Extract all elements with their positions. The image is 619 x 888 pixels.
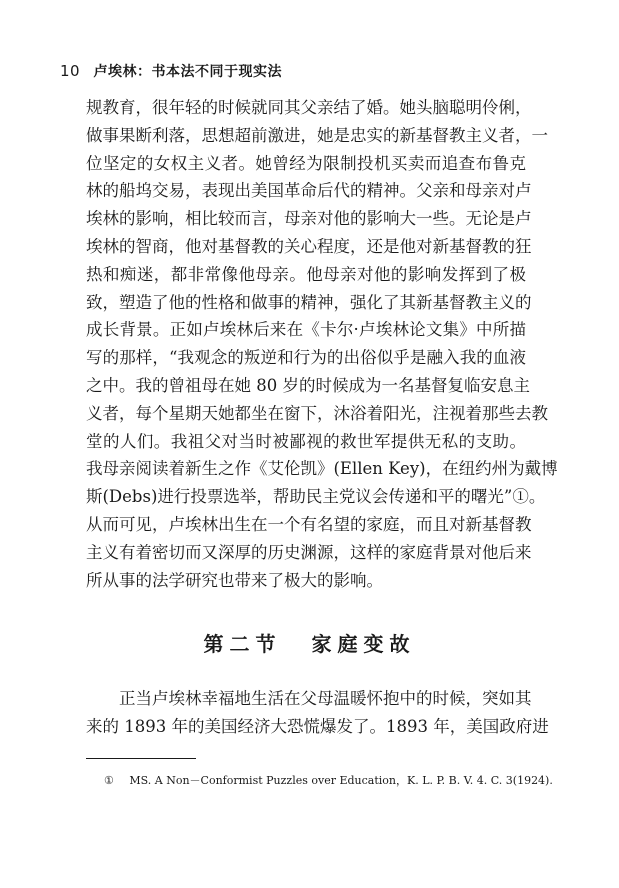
running-head [60, 61, 282, 81]
text-line: 林的船坞交易，表现出美国革命后代的精神。父亲和母亲对卢 [86, 181, 532, 201]
section-title: 家庭变故 [311, 632, 416, 656]
text-line: 位坚定的女权主义者。她曾经为限制投机买卖而追查布鲁克 [86, 153, 526, 173]
text-line: 埃林的影响，相比较而言，母亲对他的影响大一些。无论是卢 [86, 209, 532, 229]
text-line: 义者，每个星期天她都坐在窗下，沐浴着阳光，注视着那些去教 [86, 403, 548, 423]
page-number: 10 [60, 62, 81, 80]
footnote-text: MS. A Non－Conformist Puzzles over Education，K. L. P. B. V. 4. C. 3(1924). [129, 774, 553, 787]
text-line: 从而可见，卢埃林出生在一个有名望的家庭，而且对新基督教 [86, 514, 532, 534]
footnote-divider [86, 758, 196, 759]
text-line: 规教育，很年轻的时候就同其父亲结了婚。她头脑聪明伶俐， [86, 98, 532, 117]
section-heading [0, 628, 619, 657]
text-line: 斯(Debs)进行投票选举，帮助民主党议会传递和平的曙光”①。 [86, 487, 546, 507]
text-line: 做事果断利落，思想超前激进，她是忠实的新基督教主义者，一 [86, 125, 548, 145]
text-line: 埃林的智商，他对基督教的关心程度，还是他对新基督教的狂 [86, 236, 532, 256]
text-line: 正当卢埃林幸福地生活在父母温暖怀抱中的时候，突如其 [86, 689, 532, 708]
paragraph-2 [86, 685, 549, 741]
footnote-mark: ① [104, 774, 114, 787]
text-line: 写的那样，“我观念的叛逆和行为的出俗似乎是融入我的血液 [86, 348, 526, 368]
text-line: 致，塑造了他的性格和做事的精神，强化了其新基督教主义的 [86, 292, 532, 312]
footnote [104, 772, 553, 788]
text-line: 主义有着密切而又深厚的历史渊源，这样的家庭背景对他后来 [86, 542, 532, 562]
running-title: 卢埃林：书本法不同于现实法 [93, 64, 282, 80]
text-line: 堂的人们。我祖父对当时被鄙视的救世军提供无私的支助。 [86, 431, 526, 451]
paragraph-1 [86, 94, 558, 594]
text-line: 之中。我的曾祖母在她 80 岁的时候成为一名基督复临安息主 [86, 375, 530, 395]
text-line: 成长背景。正如卢埃林后来在《卡尔·卢埃林论文集》中所描 [86, 320, 526, 340]
section-number: 第二节 [203, 632, 282, 656]
text-line: 我母亲阅读着新生之作《艾伦凯》(Ellen Key)，在纽约州为戴博 [86, 459, 558, 479]
text-line: 热和痴迷，都非常像他母亲。他母亲对他的影响发挥到了极 [86, 264, 526, 284]
text-line: 来的 1893 年的美国经济大恐慌爆发了。1893 年，美国政府进 [86, 716, 549, 736]
text-line: 所从事的法学研究也带来了极大的影响。 [86, 570, 383, 590]
